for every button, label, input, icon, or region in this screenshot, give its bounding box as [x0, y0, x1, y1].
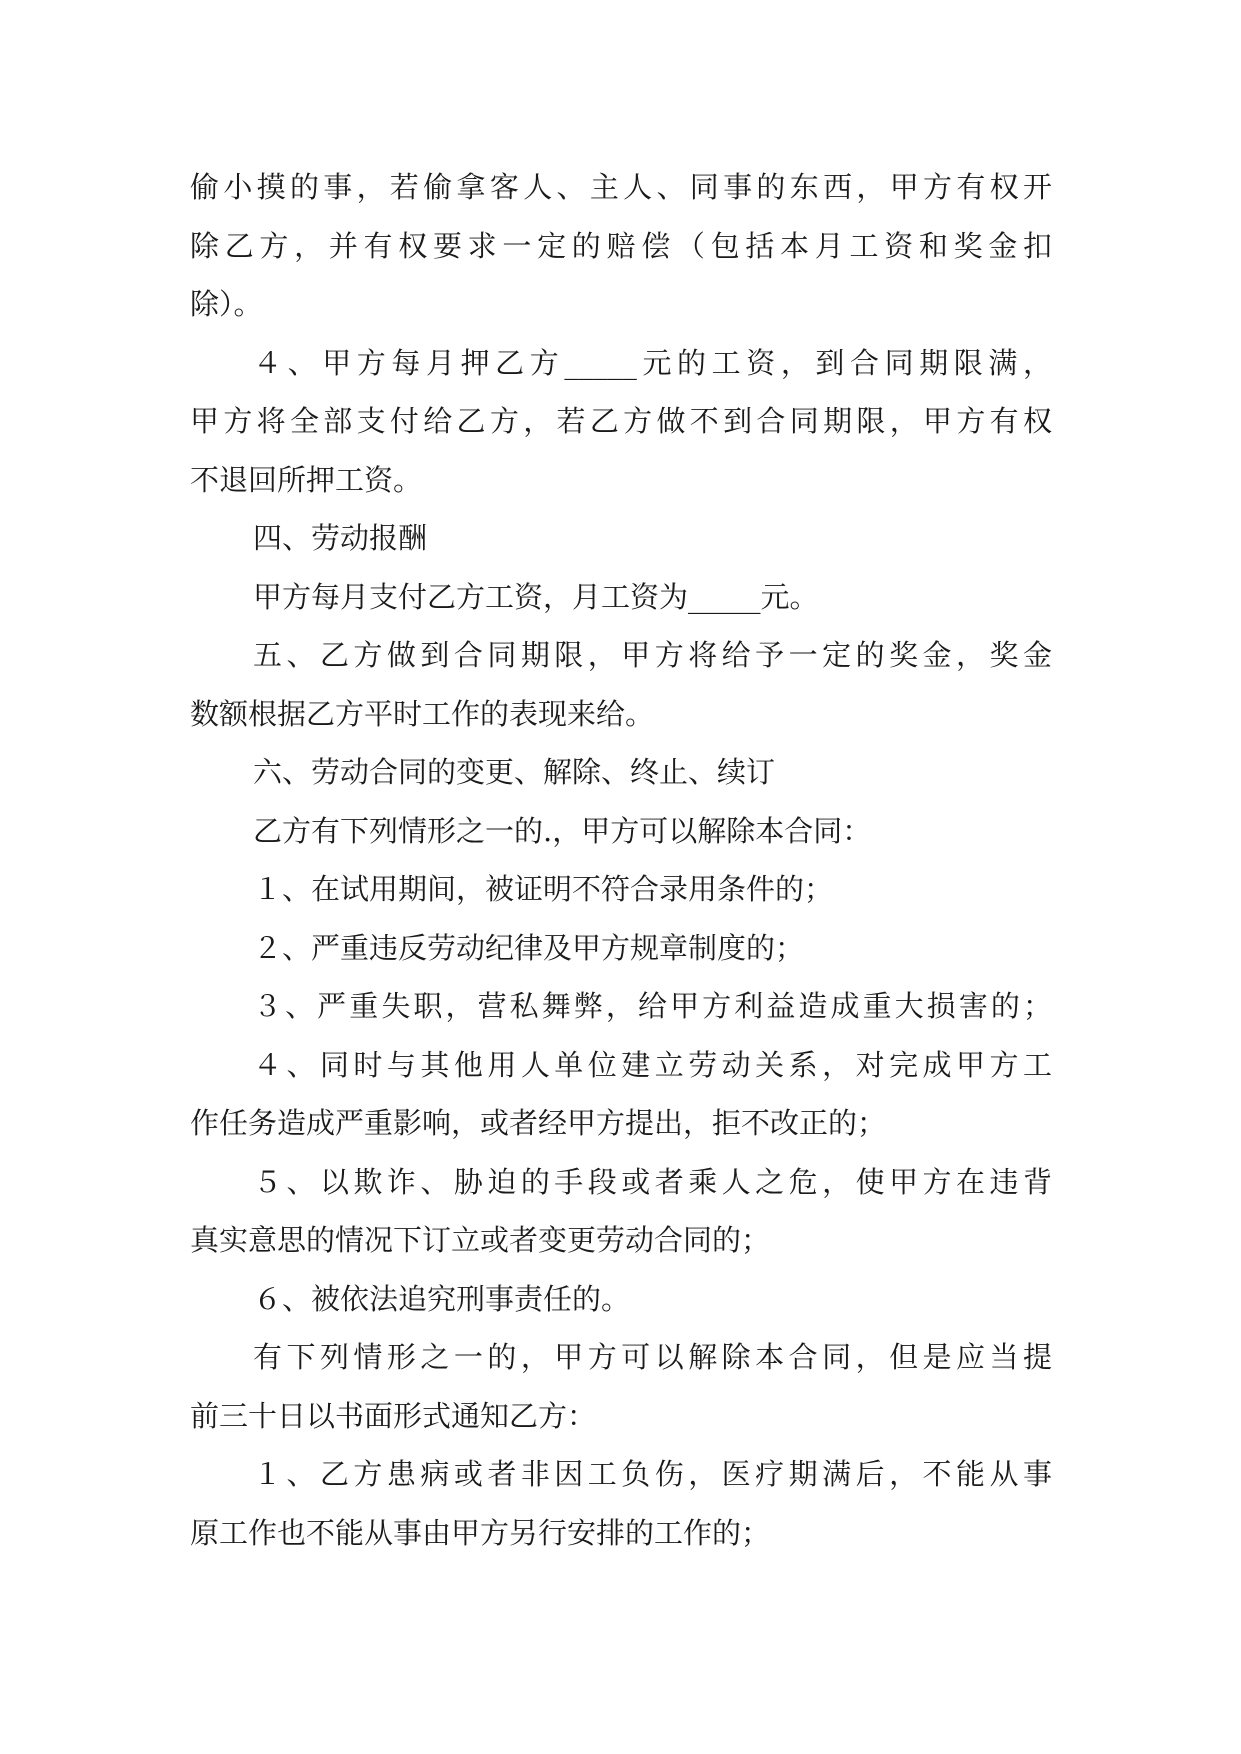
- text-line: 有下列情形之一的，甲方可以解除本合同，但是应当提: [253, 1340, 1052, 1374]
- text-line: 作任务造成严重影响，或者经甲方提出，拒不改正的；: [190, 1106, 887, 1140]
- section-heading: 六、劳动合同的变更、解除、终止、续订: [253, 755, 776, 789]
- list-item: ２、严重违反劳动纪律及甲方规章制度的；: [253, 930, 805, 965]
- list-item: ６、被依法追究刑事责任的。: [253, 1281, 631, 1316]
- list-item: ５、以欺诈、胁迫的手段或者乘人之危，使甲方在违背: [253, 1164, 1052, 1199]
- text-line: 不退回所押工资。: [190, 462, 423, 497]
- section-heading: 四、劳动报酬: [253, 521, 428, 555]
- list-item: ３、严重失职，营私舞弊，给甲方利益造成重大损害的；: [253, 989, 1052, 1023]
- text-line: 甲方将全部支付给乙方，若乙方做不到合同期限，甲方有权: [190, 404, 1052, 438]
- text-line: 甲方每月支付乙方工资，月工资为_____元。: [253, 579, 819, 614]
- text-line: 偷小摸的事，若偷拿客人、主人、同事的东西，甲方有权开: [190, 170, 1052, 204]
- text-line: 前三十日以书面形式通知乙方：: [190, 1398, 597, 1433]
- text-line: 真实意思的情况下订立或者变更劳动合同的；: [190, 1223, 771, 1257]
- text-line: 数额根据乙方平时工作的表现来给。: [190, 696, 655, 731]
- list-item: １、在试用期间，被证明不符合录用条件的；: [253, 872, 834, 906]
- text-line: ４、甲方每月押乙方_____元的工资，到合同期限满，: [253, 345, 1052, 380]
- text-line: 乙方有下列情形之一的.，甲方可以解除本合同：: [253, 813, 872, 848]
- text-line: 原工作也不能从事由甲方另行安排的工作的；: [190, 1515, 771, 1550]
- list-item: １、乙方患病或者非因工负伤，医疗期满后，不能从事: [253, 1457, 1052, 1491]
- section-heading: 五、乙方做到合同期限，甲方将给予一定的奖金，奖金: [253, 638, 1052, 672]
- text-line: 除）。: [190, 287, 263, 321]
- document-body: [190, 158, 1052, 1562]
- text-line: 除乙方，并有权要求一定的赔偿（包括本月工资和奖金扣: [190, 228, 1052, 263]
- list-item: ４、同时与其他用人单位建立劳动关系，对完成甲方工: [253, 1047, 1052, 1082]
